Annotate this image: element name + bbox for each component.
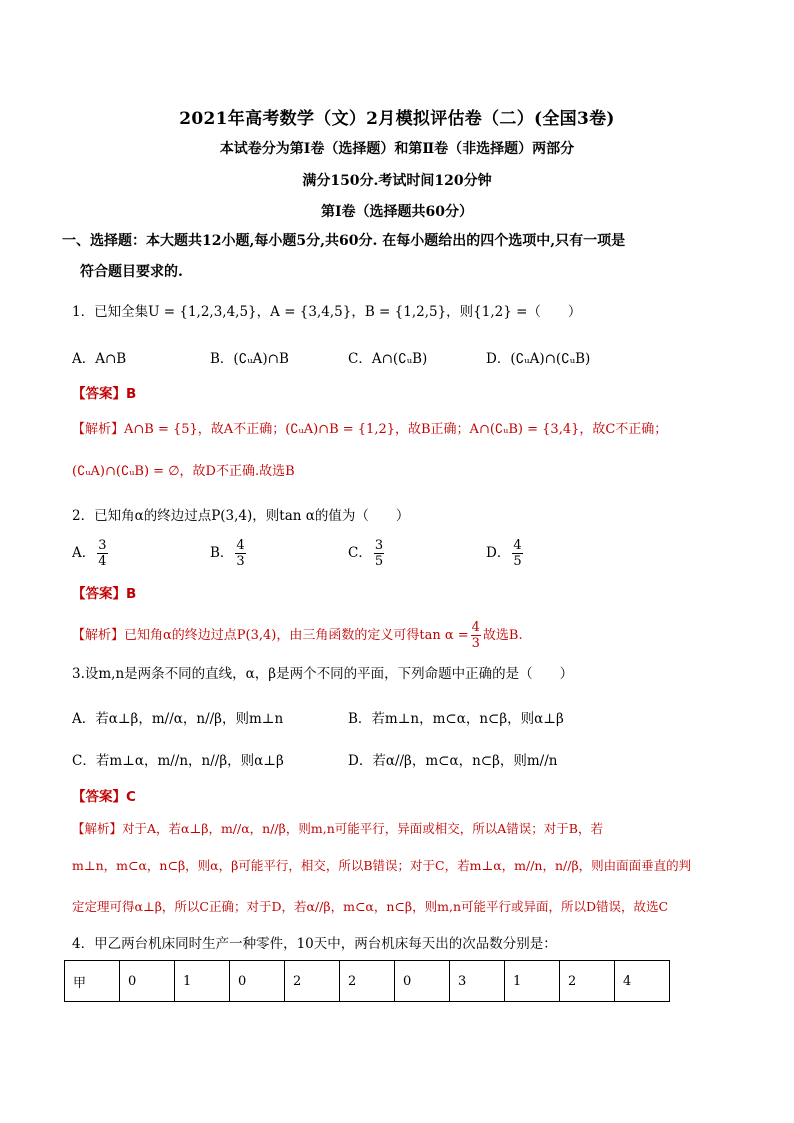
denominator: 4 [98, 554, 107, 569]
option-label: D． [486, 545, 511, 561]
question-3-stem: 3.设m,n是两条不同的直线，α，β是两个不同的平面，下列命题中正确的是（ ） [72, 666, 574, 682]
table-cell: 1 [175, 961, 230, 1002]
question-2-answer: 【答案】B [72, 586, 137, 602]
question-1-option-d: D．(∁ᵤA)∩(∁ᵤB) [486, 351, 591, 367]
numerator: 4 [471, 620, 480, 635]
table-cell: 0 [395, 961, 450, 1002]
question-2-option-b [210, 538, 248, 569]
question-2-option-c [348, 538, 386, 569]
question-3-option-a: A．若α⊥β，m//α，n//β，则m⊥n [72, 711, 284, 727]
denominator: 3 [471, 636, 480, 651]
exam-subtitle: 本试卷分为第Ⅰ卷（选择题）和第Ⅱ卷（非选择题）两部分 [219, 141, 575, 157]
numerator: 3 [374, 538, 384, 553]
option-label: C． [348, 545, 372, 561]
question-3-analysis-line3: 定定理可得α⊥β，所以C正确；对于D，若α//β，m⊂α，n⊂β，则m,n可能平行或异面，所以D错误，故选C [72, 899, 669, 914]
fraction [374, 538, 384, 569]
denominator: 3 [236, 554, 245, 569]
question-1-analysis-line1: 【解析】A∩B = {5}，故A不正确；(∁ᵤA)∩B = {1,2}，故B正确；A∩(∁ᵤB) = {3,4}，故C不正确； [72, 422, 668, 437]
option-label: A． [72, 545, 96, 561]
table-cell: 2 [340, 961, 395, 1002]
question-2-stem: 2．已知角α的终边过点P(3,4)，则tan α的值为（ ） [72, 508, 410, 524]
question-1-option-c: C．A∩(∁ᵤB) [348, 351, 428, 367]
question-1-option-a: A．A∩B [72, 351, 127, 367]
table-cell: 甲 [65, 961, 120, 1002]
question-3-option-d: D．若α//β，m⊂α，n⊂β，则m//n [348, 753, 558, 769]
denominator: 5 [513, 554, 522, 569]
analysis-text-end: 故选B. [482, 628, 523, 643]
part-one-heading: 第Ⅰ卷（选择题共60分） [320, 204, 474, 220]
table-cell: 1 [505, 961, 560, 1002]
option-label: B． [210, 545, 234, 561]
question-3-answer: 【答案】C [72, 789, 136, 805]
question-3-analysis-line1: 【解析】对于A，若α⊥β，m//α，n//β，则m,n可能平行，异面或相交，所以A错误；对于B，若 [72, 821, 603, 836]
fraction [97, 538, 107, 569]
question-3-option-c: C．若m⊥α，m//n，n//β，则α⊥β [72, 753, 284, 769]
table-cell: 4 [615, 961, 670, 1002]
denominator: 5 [374, 554, 384, 569]
table-row [65, 961, 670, 1002]
table-cell: 3 [450, 961, 505, 1002]
question-1-answer: 【答案】B [72, 386, 137, 402]
analysis-text: 【解析】已知角α的终边过点P(3,4)，由三角函数的定义可得tan α = [72, 628, 469, 643]
question-2-option-d [486, 538, 525, 569]
fraction [512, 538, 522, 569]
section-intro-line1: 一、选择题：本大题共12小题,每小题5分,共60分. 在每小题给出的四个选项中,只有一项是 [62, 233, 626, 249]
question-2-analysis [72, 620, 523, 651]
question-1-analysis-line2: (∁ᵤA)∩(∁ᵤB) = ∅，故D不正确.故选B [72, 464, 295, 479]
question-4-stem: 4．甲乙两台机床同时生产一种零件，10天中，两台机床每天出的次品数分别是： [72, 936, 557, 952]
fraction [235, 538, 245, 569]
score-time-info: 满分150分.考试时间120分钟 [302, 173, 492, 189]
section-intro-line2: 符合题目要求的. [80, 264, 183, 280]
table-cell: 0 [230, 961, 285, 1002]
numerator: 4 [513, 538, 522, 553]
table-cell: 2 [285, 961, 340, 1002]
table-cell: 2 [560, 961, 615, 1002]
fraction [471, 620, 481, 651]
question-2-option-a [72, 538, 110, 569]
question-3-analysis-line2: m⊥n，m⊂α，n⊂β，则α，β可能平行，相交，所以B错误；对于C，若m⊥α，m//n，n//β，则由面面垂直的判 [72, 858, 692, 873]
question-3-option-b: B．若m⊥n，m⊂α，n⊂β，则α⊥β [348, 711, 564, 727]
question-1-option-b: B．(∁ᵤA)∩B [210, 351, 289, 367]
numerator: 3 [98, 538, 107, 553]
defect-table [64, 960, 670, 1002]
table-cell: 0 [120, 961, 175, 1002]
question-1-stem: 1．已知全集U = {1,2,3,4,5}，A = {3,4,5}，B = {1,2,5}，则{1,2} =（ ） [72, 304, 582, 320]
numerator: 4 [236, 538, 245, 553]
exam-title: 2021年高考数学（文）2月模拟评估卷（二）(全国3卷) [179, 109, 615, 129]
